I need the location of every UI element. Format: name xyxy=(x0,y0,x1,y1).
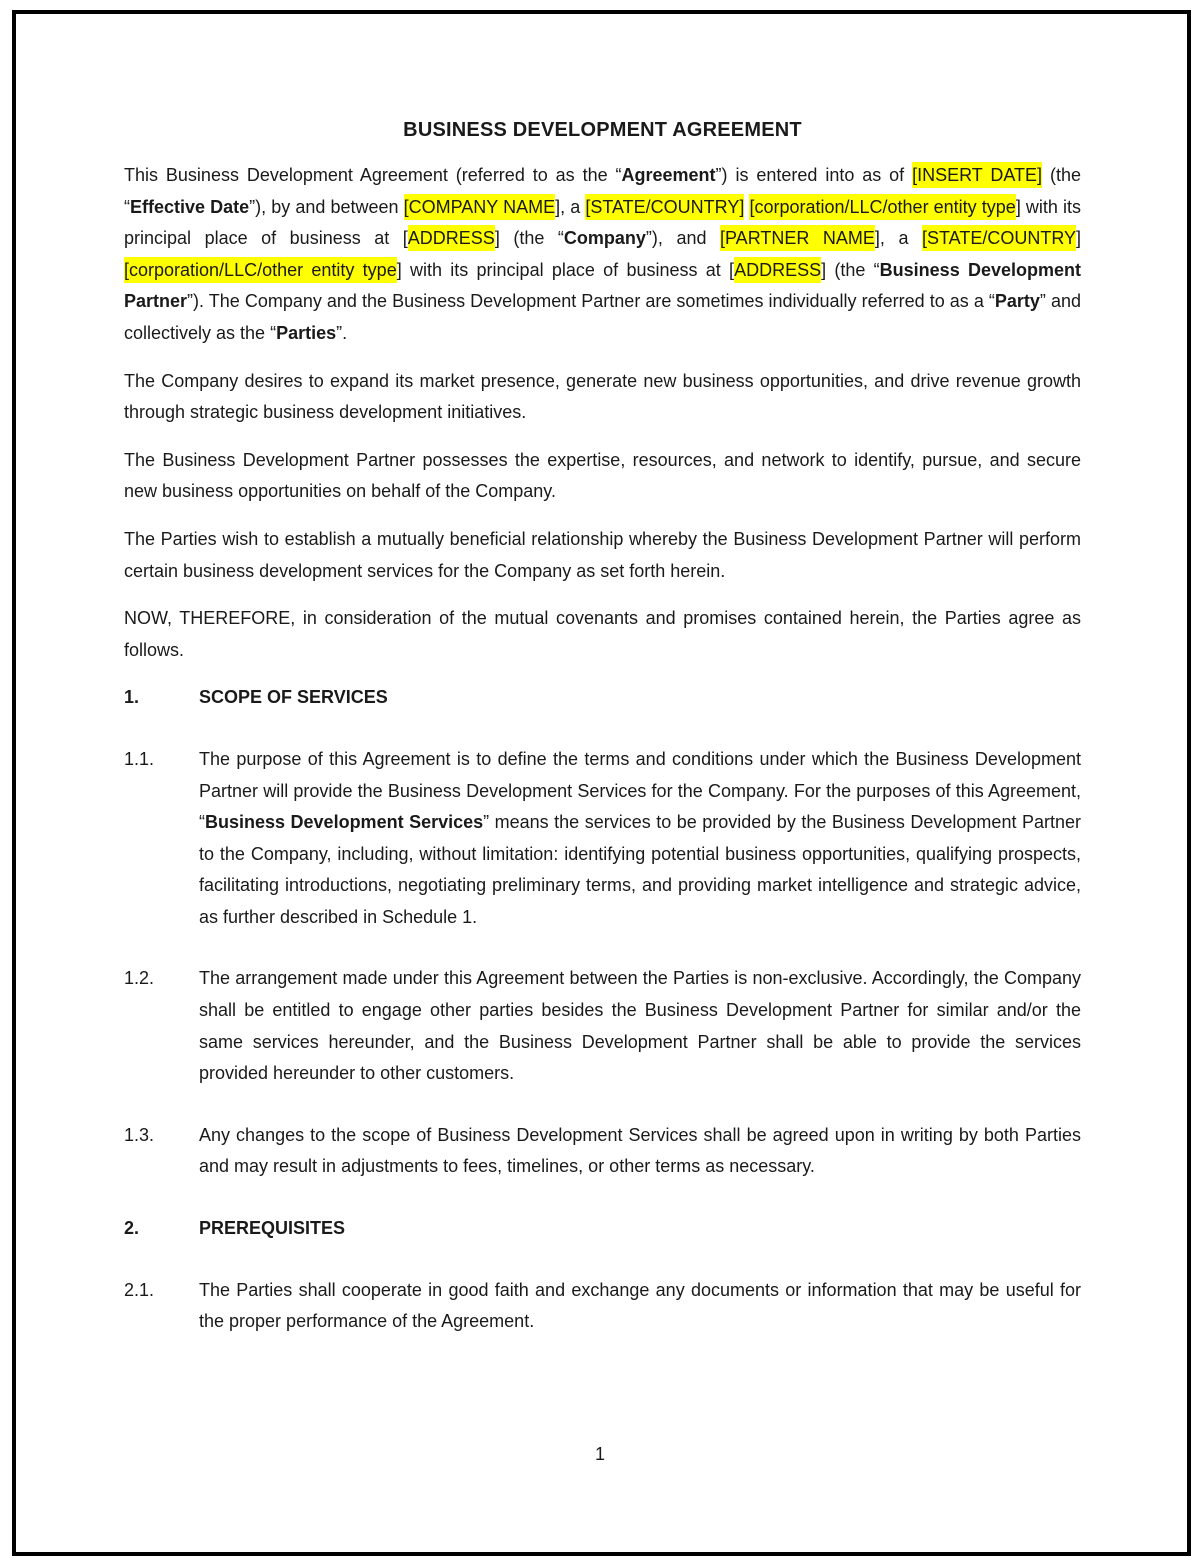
intro-paragraph-5: NOW, THEREFORE, in consideration of the mutual covenants and promises contained herein, the Parties agree as follows. xyxy=(124,608,1081,660)
intro-paragraph-4: The Parties wish to establish a mutually beneficial relationship whereby the Business Development Partner will perform certain business development services for the Company as set forth herein. xyxy=(124,528,1081,581)
section-heading-label: PREREQUISITES xyxy=(199,1218,346,1239)
intro-paragraph-3: The Business Development Partner possesses the expertise, resources, and network to identify, pursue, and secure new business opportunities on behalf of the Company. xyxy=(124,449,1081,502)
intro-paragraph-2: The Company desires to expand its market presence, generate new business opportunities, and drive revenue growth through strategic business development initiatives. xyxy=(124,370,1081,423)
clause-2-1 xyxy=(124,1275,1081,1338)
clause-text: The Parties shall cooperate in good faith and exchange any documents or information that may be useful for the proper performance of the Agreement. xyxy=(199,1279,1081,1332)
clause-1-2 xyxy=(124,963,1081,1089)
clause-number: 2.1. xyxy=(124,1279,155,1300)
intro-paragraphs xyxy=(124,160,1081,666)
clause-text: Any changes to the scope of Business Development Services shall be agreed upon in writing by both Parties and may result in adjustments to fees, timelines, or other terms as necessary. xyxy=(199,1124,1081,1177)
clause-number: 1.1. xyxy=(124,748,155,769)
intro-paragraph-1: This Business Development Agreement (referred to as the “Agreement”) is entered into as of [INSERT DATE] (the “Effective Date”), by and between [COMPANY NAME], a [STATE/COUNTRY] [corporation/LLC/other entity type] with its principal place of business at [ADDRESS] (the “Company”), and [PARTNER NAME], a [STATE/COUNTRY] [corporation/LLC/other entity type] with its principal place of business at [ADDRESS] (the “Business Development Partner”). The Company and the Business Development Partner are sometimes individually referred to as a “Party” and collectively as the “Parties”. xyxy=(124,160,1081,350)
section-prerequisites xyxy=(124,1213,1081,1338)
clause-text: The purpose of this Agreement is to define the terms and conditions under which the Business Development Partner will provide the Business Development Services for the Company. For the purposes of this Agreement, “Business Development Services” means the services to be provided by the Business Development Partner to the Company, including, without limitation: identifying potential business opportunities, qualifying prospects, facilitating introductions, negotiating preliminary terms, and providing market intelligence and strategic advice, as further described in Schedule 1. xyxy=(199,748,1081,927)
page-number: 1 xyxy=(594,1444,605,1464)
clause-number: 1.2. xyxy=(124,968,155,989)
section-number: 1. xyxy=(124,687,140,708)
section-heading xyxy=(124,682,1081,714)
clause-number: 1.3. xyxy=(124,1124,155,1145)
section-scope-of-services xyxy=(124,682,1081,1183)
section-number: 2. xyxy=(124,1218,140,1239)
clause-1-1 xyxy=(124,744,1081,934)
document-title: BUSINESS DEVELOPMENT AGREEMENT xyxy=(403,119,802,141)
section-heading-label: SCOPE OF SERVICES xyxy=(199,687,388,708)
clause-1-3 xyxy=(124,1120,1081,1183)
clause-text: The arrangement made under this Agreement between the Parties is non-exclusive. Accordingly, the Company shall be entitled to engage other parties besides the Business Development Partner for similar and/or the same services hereunder, and the Business Development Partner shall be able to provide the services provided hereunder to other customers. xyxy=(199,968,1081,1084)
section-heading xyxy=(124,1213,1081,1245)
page-border xyxy=(12,10,1191,1556)
